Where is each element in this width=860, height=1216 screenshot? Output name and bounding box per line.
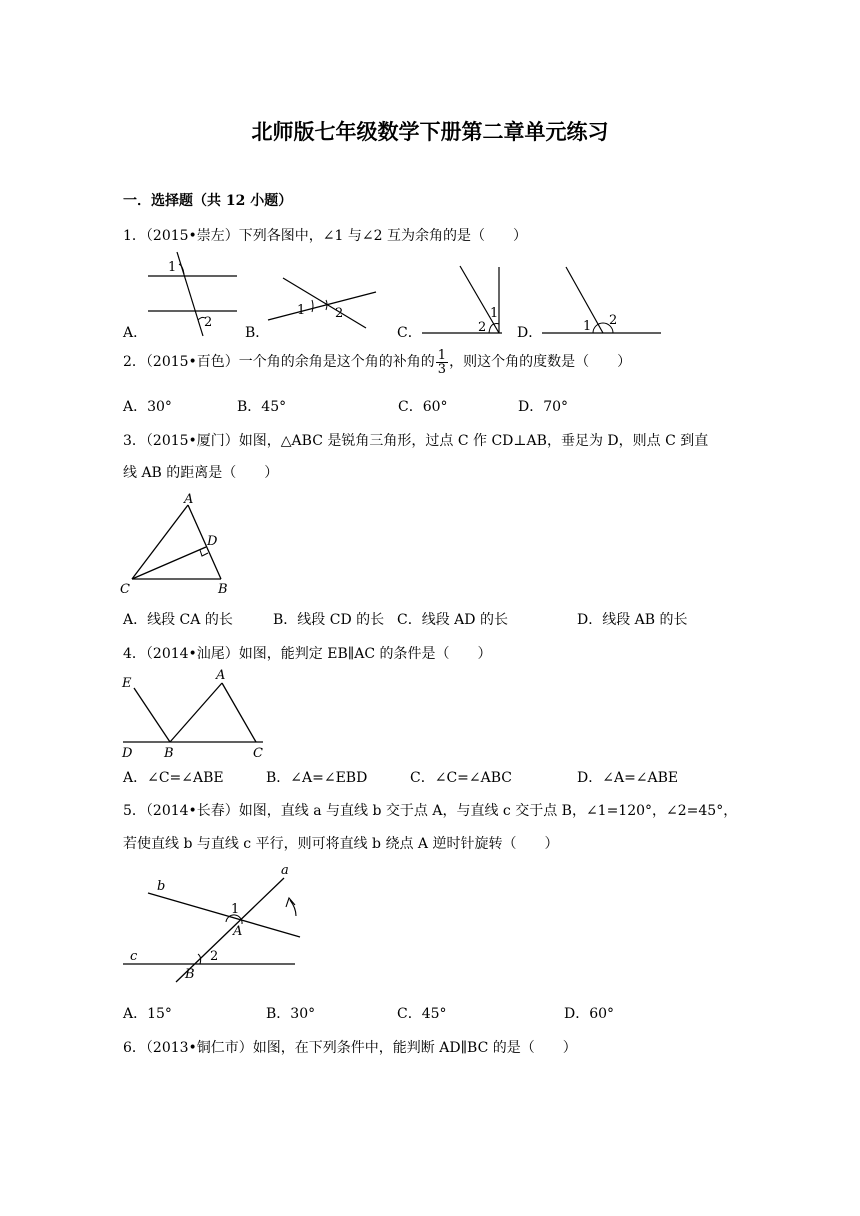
q3-option-c: C．线段 AD 的长 <box>397 612 508 628</box>
q5-label-point-b: B <box>185 967 195 982</box>
q4-label-e: E <box>122 676 132 691</box>
q1-figure-d <box>540 262 665 337</box>
q5-label-point-a: A <box>233 924 243 939</box>
q4-option-d: D．∠A=∠ABE <box>577 770 679 786</box>
q4-label-c: C <box>253 746 263 761</box>
q5-label-2: 2 <box>210 949 219 964</box>
q1c-label-1: 1 <box>490 306 499 321</box>
q1-option-b: B． <box>245 325 270 341</box>
question-3-stem-line1: 3．（2015•厦门）如图，△ABC 是锐角三角形，过点 C 作 CD⊥AB，垂足为 D，则点 C 到直 <box>123 433 709 449</box>
q4-option-c: C．∠C=∠ABC <box>410 770 512 786</box>
q2-option-a: A．30° <box>123 399 172 415</box>
q2-fraction-den: 3 <box>437 361 447 377</box>
q5-figure <box>118 860 308 985</box>
q2-fraction-num: 1 <box>437 347 447 363</box>
q5-label-a-line: a <box>281 863 289 878</box>
q1b-label-2: 2 <box>335 306 344 321</box>
q3-triangle-figure <box>118 490 238 600</box>
q5-option-d: D．60° <box>564 1006 615 1022</box>
q1-option-a: A． <box>123 325 148 341</box>
q2-stem-before: 2．（2015•百色）一个角的余角是这个角的补角的 <box>123 354 435 370</box>
q3-option-d: D．线段 AB 的长 <box>577 612 688 628</box>
q1-figure-c <box>420 262 510 337</box>
question-6-stem: 6．（2013•铜仁市）如图，在下列条件中，能判断 AD∥BC 的是（ ） <box>123 1040 577 1056</box>
q3-label-b: B <box>218 582 228 597</box>
q4-option-a: A．∠C=∠ABE <box>123 770 224 786</box>
question-3-stem-line2: 线 AB 的距离是（ ） <box>123 465 279 481</box>
q1a-label-1: 1 <box>168 260 177 275</box>
q4-label-b: B <box>164 746 174 761</box>
q1d-label-2: 2 <box>609 313 618 328</box>
q4-label-d: D <box>122 746 133 761</box>
q5-option-b: B．30° <box>266 1006 316 1022</box>
q1b-label-1: 1 <box>297 303 306 318</box>
q2-option-d: D．70° <box>518 399 569 415</box>
q2-option-c: C．60° <box>398 399 448 415</box>
q1d-label-1: 1 <box>583 319 592 334</box>
q3-label-d: D <box>207 534 218 549</box>
q1a-label-2: 2 <box>204 315 213 330</box>
q5-label-1: 1 <box>231 902 240 917</box>
q3-label-c: C <box>120 582 130 597</box>
question-1-stem: 1．（2015•崇左）下列各图中，∠1 与∠2 互为余角的是（ ） <box>123 228 527 244</box>
q4-option-b: B．∠A=∠EBD <box>266 770 368 786</box>
q1-figure-a <box>145 250 245 340</box>
q1-figure-b <box>266 270 381 335</box>
q3-option-a: A．线段 CA 的长 <box>123 612 233 628</box>
page-title: 北师版七年级数学下册第二章单元练习 <box>251 120 609 144</box>
q2-option-b: B．45° <box>237 399 287 415</box>
q1-option-d: D． <box>517 325 543 341</box>
q5-option-c: C．45° <box>397 1006 447 1022</box>
question-4-stem: 4．（2014•汕尾）如图，能判定 EB∥AC 的条件是（ ） <box>123 646 492 662</box>
q5-option-a: A．15° <box>123 1006 172 1022</box>
q5-label-c-line: c <box>130 949 138 964</box>
q4-figure <box>118 665 268 760</box>
q3-label-a: A <box>184 492 194 507</box>
q4-label-a: A <box>216 668 226 683</box>
section-heading: 一．选择题（共 12 小题） <box>123 193 293 209</box>
q3-option-b: B．线段 CD 的长 <box>273 612 385 628</box>
question-2-stem <box>123 347 631 377</box>
q2-stem-after: ，则这个角的度数是（ ） <box>449 354 632 370</box>
q1-option-c: C． <box>397 325 422 341</box>
q5-label-b-line: b <box>157 879 166 894</box>
q1c-label-2: 2 <box>478 320 487 335</box>
q2-fraction <box>436 349 448 376</box>
question-5-stem-line2: 若使直线 b 与直线 c 平行，则可将直线 b 绕点 A 逆时针旋转（ ） <box>123 836 559 852</box>
question-5-stem-line1: 5．（2014•长春）如图，直线 a 与直线 b 交于点 A，与直线 c 交于点 B，∠1=120°，∠2=45°， <box>123 803 738 819</box>
